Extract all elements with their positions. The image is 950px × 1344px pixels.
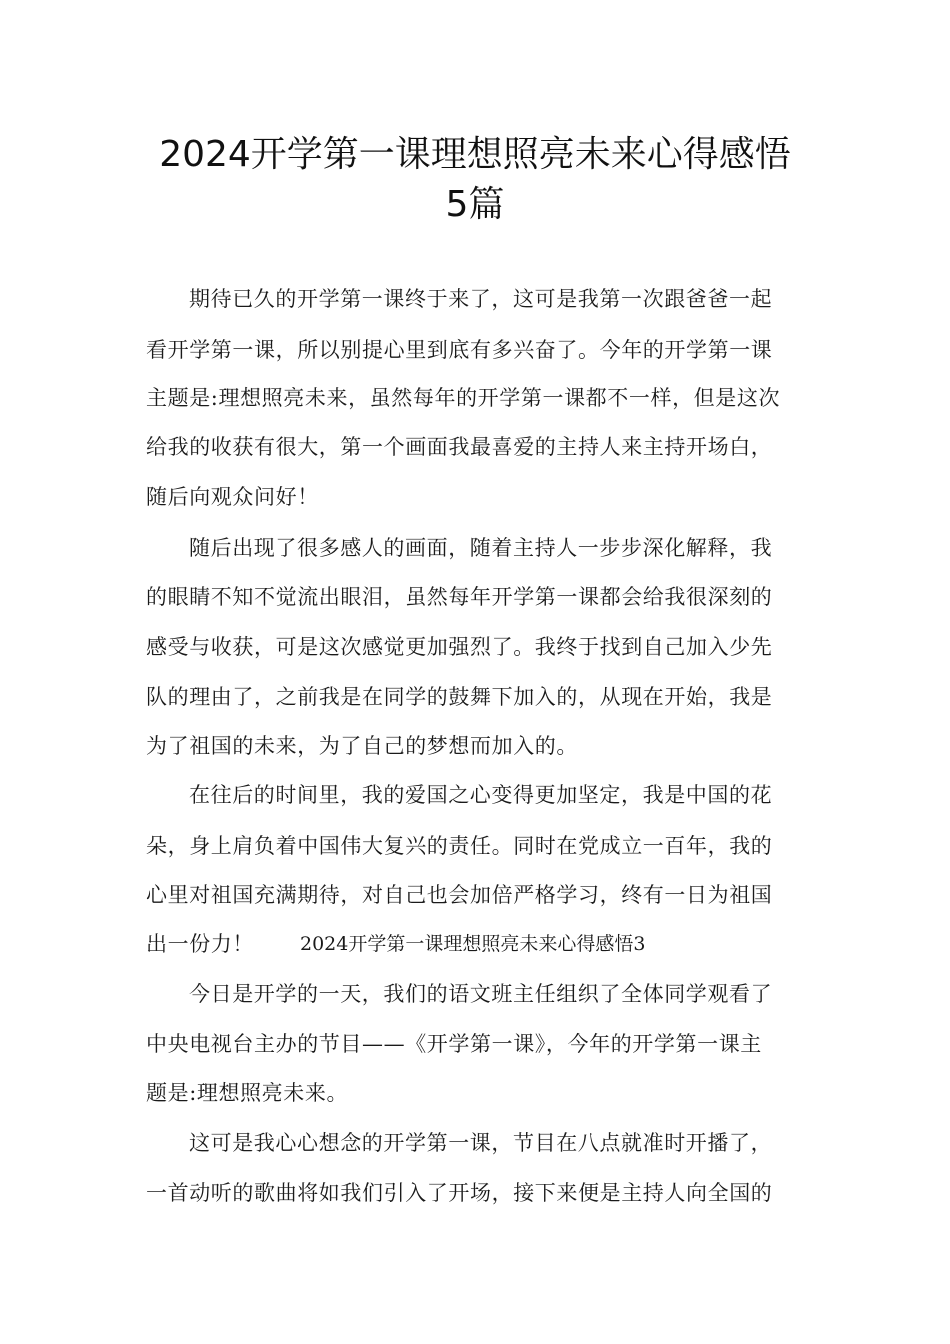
section-heading: 2024开学第一课理想照亮未来心得感悟3 <box>300 933 646 955</box>
paragraph-line: 期待已久的开学第一课终于来了，这可是我第一次跟爸爸一起 <box>189 287 773 311</box>
paragraph-line: 出一份力！ <box>146 932 254 956</box>
paragraph-line: 朵，身上肩负着中国伟大复兴的责任。同时在党成立一百年，我的 <box>146 834 773 858</box>
paragraph-line: 心里对祖国充满期待，对自己也会加倍严格学习，终有一日为祖国 <box>146 883 773 907</box>
paragraph-line: 一首动听的歌曲将如我们引入了开场，接下来便是主持人向全国的 <box>146 1181 773 1205</box>
paragraph-line: 队的理由了，之前我是在同学的鼓舞下加入的，从现在开始，我是 <box>146 685 773 709</box>
document-title-line-2: 5篇 <box>445 184 505 225</box>
paragraph-line: 主题是:理想照亮未来，虽然每年的开学第一课都不一样，但是这次 <box>146 386 781 410</box>
paragraph-line: 题是:理想照亮未来。 <box>146 1081 349 1105</box>
paragraph-line: 的眼睛不知不觉流出眼泪，虽然每年开学第一课都会给我很深刻的 <box>146 585 773 609</box>
paragraph-line: 这可是我心心想念的开学第一课，节目在八点就准时开播了， <box>189 1131 773 1155</box>
paragraph-line: 给我的收获有很大，第一个画面我最喜爱的主持人来主持开场白， <box>146 435 773 459</box>
paragraph-line: 今日是开学的一天，我们的语文班主任组织了全体同学观看了 <box>189 982 773 1006</box>
paragraph-line: 随后向观众问好！ <box>146 485 319 509</box>
paragraph-line: 随后出现了很多感人的画面，随着主持人一步步深化解释，我 <box>189 536 773 560</box>
paragraph-line: 在往后的时间里，我的爱国之心变得更加坚定，我是中国的花 <box>189 783 773 807</box>
paragraph-line: 感受与收获，可是这次感觉更加强烈了。我终于找到自己加入少先 <box>146 635 773 659</box>
paragraph-line: 为了祖国的未来，为了自己的梦想而加入的。 <box>146 734 578 758</box>
paragraph-line: 中央电视台主办的节目——《开学第一课》，今年的开学第一课主 <box>146 1032 762 1056</box>
document-title-line-1: 2024开学第一课理想照亮未来心得感悟 <box>159 134 791 175</box>
paragraph-line: 看开学第一课，所以别提心里到底有多兴奋了。今年的开学第一课 <box>146 338 773 362</box>
